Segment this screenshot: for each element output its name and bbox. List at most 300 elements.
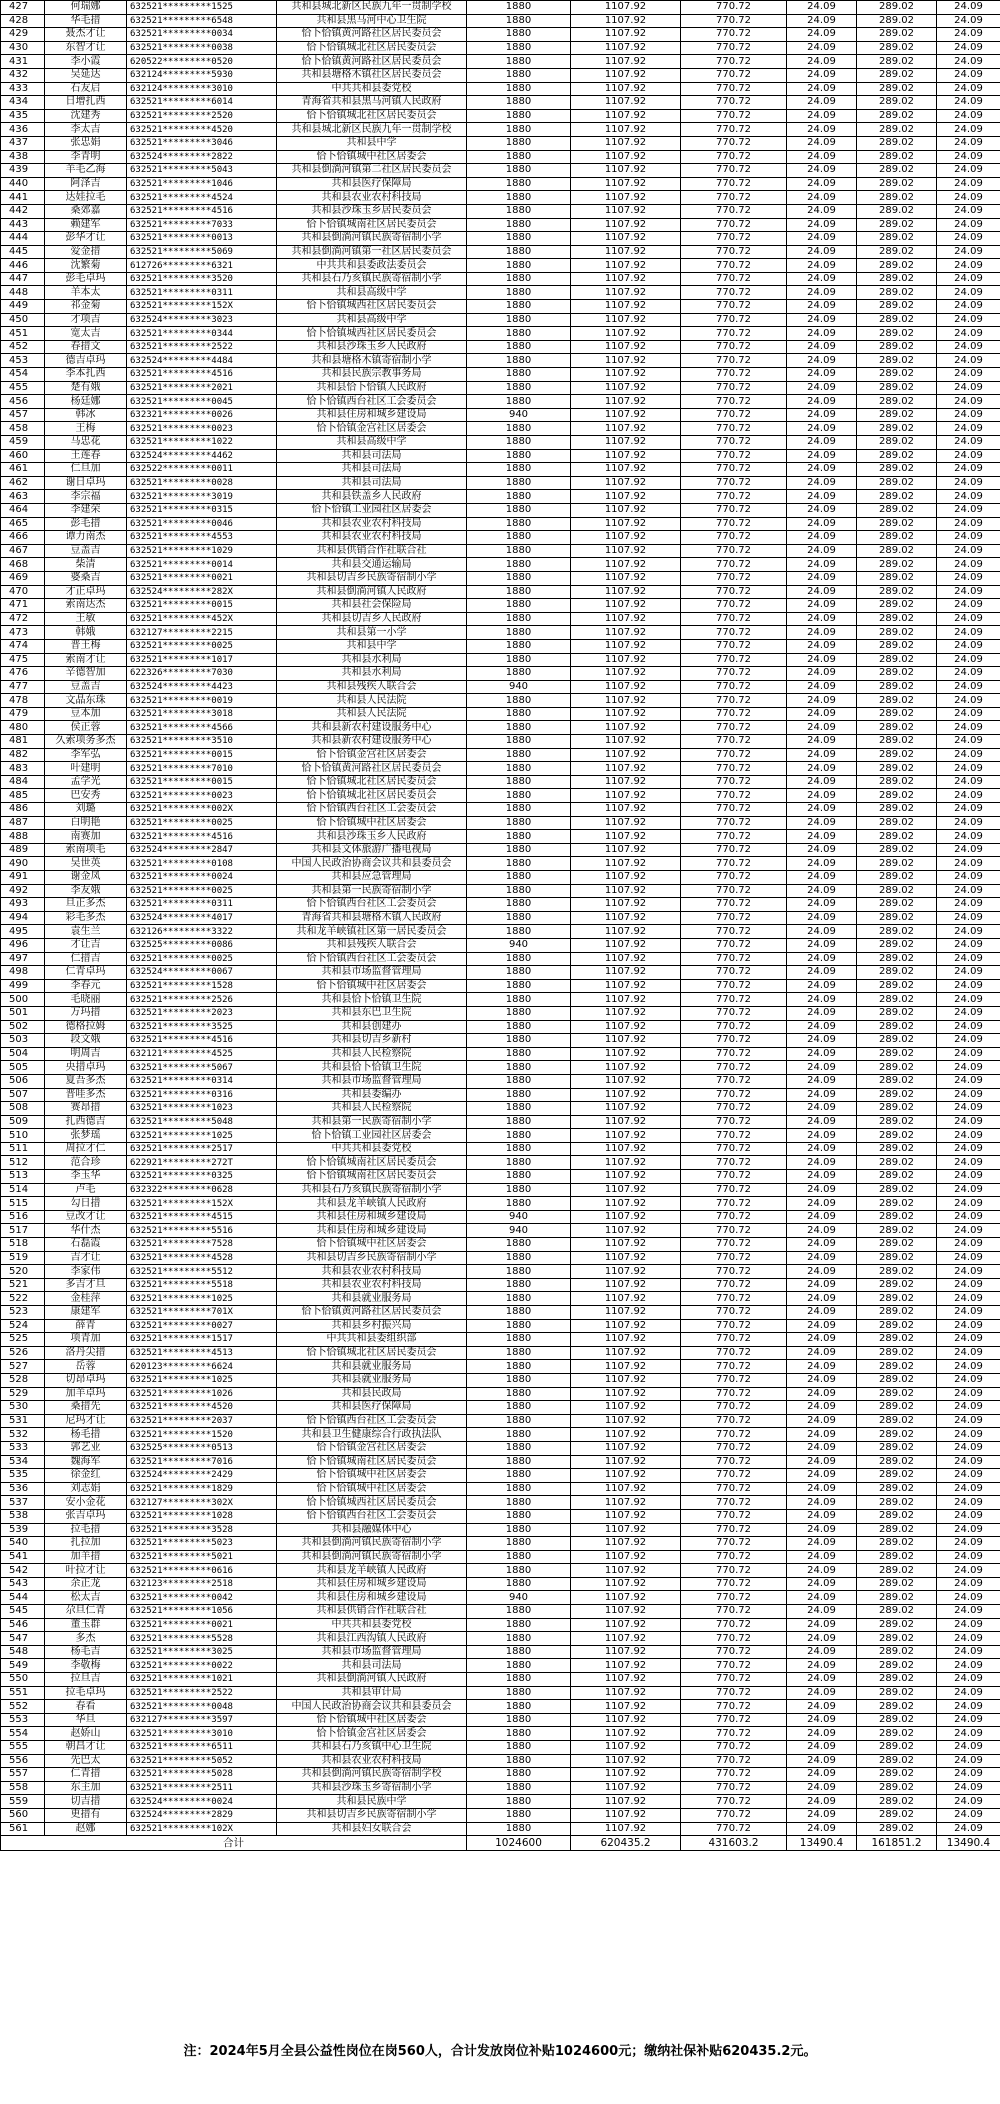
social-insurance-cell: 1107.92 xyxy=(571,599,681,613)
name-cell: 谢金凤 xyxy=(45,871,127,885)
name-cell: 羊毛乙海 xyxy=(45,164,127,178)
injury-cell: 24.09 xyxy=(937,1700,1000,1714)
table-row xyxy=(1,1577,1000,1591)
medical-cell: 289.02 xyxy=(857,775,937,789)
id-number-cell: 632521*********102X xyxy=(127,1822,277,1836)
medical-cell: 289.02 xyxy=(857,843,937,857)
table-row xyxy=(1,735,1000,749)
medical-cell: 289.02 xyxy=(857,680,937,694)
injury-cell: 24.09 xyxy=(937,612,1000,626)
unemployment-cell: 24.09 xyxy=(787,368,857,382)
row-number: 559 xyxy=(1,1795,45,1809)
table-row xyxy=(1,1333,1000,1347)
row-number: 470 xyxy=(1,585,45,599)
table-row xyxy=(1,1441,1000,1455)
injury-cell: 24.09 xyxy=(937,1115,1000,1129)
table-row xyxy=(1,1142,1000,1156)
post-subsidy-cell: 1880 xyxy=(467,1686,571,1700)
social-insurance-cell: 1107.92 xyxy=(571,1523,681,1537)
name-cell: 华什杰 xyxy=(45,1224,127,1238)
medical-cell: 289.02 xyxy=(857,1360,937,1374)
medical-cell: 289.02 xyxy=(857,925,937,939)
unit-cell: 共和县供销合作社联合社 xyxy=(277,1605,467,1619)
unemployment-cell: 24.09 xyxy=(787,694,857,708)
table-row xyxy=(1,272,1000,286)
row-number: 504 xyxy=(1,1047,45,1061)
name-cell: 何瑞娜 xyxy=(45,1,127,15)
medical-cell: 289.02 xyxy=(857,1564,937,1578)
post-subsidy-cell: 1880 xyxy=(467,857,571,871)
medical-cell: 289.02 xyxy=(857,1102,937,1116)
social-insurance-cell: 1107.92 xyxy=(571,313,681,327)
injury-cell: 24.09 xyxy=(937,150,1000,164)
pension-cell: 770.72 xyxy=(681,735,787,749)
name-cell: 徐金红 xyxy=(45,1469,127,1483)
pension-cell: 770.72 xyxy=(681,639,787,653)
injury-cell: 24.09 xyxy=(937,1292,1000,1306)
unit-cell: 共和县农业农村科技局 xyxy=(277,1754,467,1768)
unemployment-cell: 24.09 xyxy=(787,422,857,436)
row-number: 549 xyxy=(1,1659,45,1673)
post-subsidy-cell: 1880 xyxy=(467,1496,571,1510)
unit-cell: 共和县医疗保障局 xyxy=(277,1401,467,1415)
unemployment-cell: 24.09 xyxy=(787,14,857,28)
post-subsidy-cell: 1880 xyxy=(467,1115,571,1129)
medical-cell: 289.02 xyxy=(857,164,937,178)
pension-cell: 770.72 xyxy=(681,422,787,436)
social-insurance-cell: 1107.92 xyxy=(571,55,681,69)
unemployment-cell: 24.09 xyxy=(787,830,857,844)
pension-cell: 770.72 xyxy=(681,1808,787,1822)
pension-cell: 770.72 xyxy=(681,1142,787,1156)
medical-cell: 289.02 xyxy=(857,82,937,96)
unemployment-cell: 24.09 xyxy=(787,218,857,232)
social-insurance-cell: 1107.92 xyxy=(571,667,681,681)
medical-cell: 289.02 xyxy=(857,735,937,749)
id-number-cell: 632521*********0045 xyxy=(127,395,277,409)
social-insurance-cell: 1107.92 xyxy=(571,204,681,218)
medical-cell: 289.02 xyxy=(857,109,937,123)
medical-cell: 289.02 xyxy=(857,1292,937,1306)
name-cell: 段文娥 xyxy=(45,1034,127,1048)
row-number: 446 xyxy=(1,259,45,273)
pension-cell: 770.72 xyxy=(681,1170,787,1184)
social-insurance-cell: 1107.92 xyxy=(571,966,681,980)
pension-cell: 770.72 xyxy=(681,531,787,545)
id-number-cell: 632521*********4566 xyxy=(127,721,277,735)
name-cell: 彭华才让 xyxy=(45,232,127,246)
injury-cell: 24.09 xyxy=(937,830,1000,844)
social-insurance-cell: 1107.92 xyxy=(571,1210,681,1224)
table-row xyxy=(1,599,1000,613)
pension-cell: 770.72 xyxy=(681,191,787,205)
unemployment-cell: 24.09 xyxy=(787,775,857,789)
id-number-cell: 632521*********4513 xyxy=(127,1346,277,1360)
id-number-cell: 632524*********2829 xyxy=(127,1808,277,1822)
row-number: 437 xyxy=(1,136,45,150)
id-number-cell: 632521*********4516 xyxy=(127,830,277,844)
post-subsidy-cell: 1880 xyxy=(467,1251,571,1265)
id-number-cell: 632521*********0025 xyxy=(127,952,277,966)
table-row xyxy=(1,707,1000,721)
unit-cell: 共和县倒淌河镇民族寄宿制小学 xyxy=(277,232,467,246)
unit-cell: 共和县审计局 xyxy=(277,1686,467,1700)
name-cell: 刘志娟 xyxy=(45,1482,127,1496)
injury-cell: 24.09 xyxy=(937,884,1000,898)
injury-cell: 24.09 xyxy=(937,857,1000,871)
row-number: 488 xyxy=(1,830,45,844)
table-row xyxy=(1,1251,1000,1265)
pension-cell: 770.72 xyxy=(681,1156,787,1170)
pension-cell: 770.72 xyxy=(681,1754,787,1768)
post-subsidy-cell: 1880 xyxy=(467,1047,571,1061)
medical-cell: 289.02 xyxy=(857,1306,937,1320)
name-cell: 切吉措 xyxy=(45,1795,127,1809)
injury-cell: 24.09 xyxy=(937,558,1000,572)
unemployment-cell: 24.09 xyxy=(787,1523,857,1537)
pension-cell: 770.72 xyxy=(681,612,787,626)
post-subsidy-cell: 1880 xyxy=(467,150,571,164)
name-cell: 春措文 xyxy=(45,340,127,354)
unemployment-cell: 24.09 xyxy=(787,1741,857,1755)
unemployment-cell: 24.09 xyxy=(787,1808,857,1822)
pension-cell: 770.72 xyxy=(681,82,787,96)
social-insurance-cell: 1107.92 xyxy=(571,14,681,28)
id-number-cell: 632521*********0015 xyxy=(127,748,277,762)
table-row xyxy=(1,381,1000,395)
pension-cell: 770.72 xyxy=(681,313,787,327)
injury-cell: 24.09 xyxy=(937,1238,1000,1252)
medical-cell: 289.02 xyxy=(857,1115,937,1129)
medical-cell: 289.02 xyxy=(857,544,937,558)
id-number-cell: 632521*********0025 xyxy=(127,816,277,830)
unemployment-cell: 24.09 xyxy=(787,1102,857,1116)
row-number: 510 xyxy=(1,1129,45,1143)
social-insurance-cell: 1107.92 xyxy=(571,1781,681,1795)
pension-cell: 770.72 xyxy=(681,1020,787,1034)
name-cell: 马忠花 xyxy=(45,436,127,450)
unemployment-cell: 24.09 xyxy=(787,857,857,871)
social-insurance-cell: 1107.92 xyxy=(571,979,681,993)
row-number: 553 xyxy=(1,1713,45,1727)
unit-cell: 共和县新农村建设服务中心 xyxy=(277,735,467,749)
pension-cell: 770.72 xyxy=(681,1469,787,1483)
post-subsidy-cell: 1880 xyxy=(467,1577,571,1591)
row-number: 561 xyxy=(1,1822,45,1836)
post-subsidy-cell: 1880 xyxy=(467,639,571,653)
injury-cell: 24.09 xyxy=(937,1659,1000,1673)
medical-cell: 289.02 xyxy=(857,1795,937,1809)
id-number-cell: 632321*********0026 xyxy=(127,408,277,422)
row-number: 485 xyxy=(1,789,45,803)
unit-cell: 恰卜恰镇黄河路社区居民委员会 xyxy=(277,1306,467,1320)
id-number-cell: 632521*********0316 xyxy=(127,1088,277,1102)
name-cell: 扎西德吉 xyxy=(45,1115,127,1129)
table-row xyxy=(1,952,1000,966)
id-number-cell: 632521*********6511 xyxy=(127,1741,277,1755)
medical-cell: 289.02 xyxy=(857,327,937,341)
name-cell: 袁生兰 xyxy=(45,925,127,939)
pension-cell: 770.72 xyxy=(681,1265,787,1279)
injury-cell: 24.09 xyxy=(937,1074,1000,1088)
medical-cell: 289.02 xyxy=(857,1577,937,1591)
injury-cell: 24.09 xyxy=(937,272,1000,286)
id-number-cell: 632521*********0314 xyxy=(127,1074,277,1088)
post-subsidy-cell: 1880 xyxy=(467,1034,571,1048)
social-insurance-cell: 1107.92 xyxy=(571,245,681,259)
name-cell: 巴安秀 xyxy=(45,789,127,803)
unemployment-cell: 24.09 xyxy=(787,1020,857,1034)
unit-cell: 共和县农业农村科技局 xyxy=(277,1265,467,1279)
social-insurance-cell: 1107.92 xyxy=(571,1686,681,1700)
unemployment-cell: 24.09 xyxy=(787,843,857,857)
id-number-cell: 632521*********4524 xyxy=(127,191,277,205)
post-subsidy-cell: 1880 xyxy=(467,911,571,925)
post-subsidy-cell: 1880 xyxy=(467,653,571,667)
unit-cell: 共和县恰卜恰镇卫生院 xyxy=(277,1061,467,1075)
table-body xyxy=(1,1,1000,1851)
injury-cell: 24.09 xyxy=(937,1061,1000,1075)
table-row xyxy=(1,1102,1000,1116)
post-subsidy-cell: 1880 xyxy=(467,177,571,191)
table-row xyxy=(1,612,1000,626)
social-insurance-cell: 1107.92 xyxy=(571,1469,681,1483)
unemployment-cell: 24.09 xyxy=(787,1047,857,1061)
injury-cell: 24.09 xyxy=(937,1618,1000,1632)
social-insurance-cell: 1107.92 xyxy=(571,531,681,545)
table-row xyxy=(1,775,1000,789)
post-subsidy-cell: 1880 xyxy=(467,259,571,273)
unit-cell: 恰卜恰镇西台社区工会委员会 xyxy=(277,952,467,966)
unit-cell: 共和县供销合作社联合社 xyxy=(277,544,467,558)
injury-cell: 24.09 xyxy=(937,1129,1000,1143)
medical-cell: 289.02 xyxy=(857,408,937,422)
pension-cell: 770.72 xyxy=(681,1401,787,1415)
id-number-cell: 632521*********0042 xyxy=(127,1591,277,1605)
social-insurance-cell: 1107.92 xyxy=(571,639,681,653)
unit-cell: 共和县妇女联合会 xyxy=(277,1822,467,1836)
pension-cell: 770.72 xyxy=(681,1115,787,1129)
table-row xyxy=(1,1061,1000,1075)
row-number: 472 xyxy=(1,612,45,626)
table-row xyxy=(1,843,1000,857)
id-number-cell: 632525*********0513 xyxy=(127,1441,277,1455)
name-cell: 楚有娥 xyxy=(45,381,127,395)
pension-cell: 770.72 xyxy=(681,1673,787,1687)
injury-cell: 24.09 xyxy=(937,1754,1000,1768)
row-number: 444 xyxy=(1,232,45,246)
social-insurance-cell: 1107.92 xyxy=(571,721,681,735)
injury-cell: 24.09 xyxy=(937,1088,1000,1102)
social-insurance-cell: 1107.92 xyxy=(571,395,681,409)
table-row xyxy=(1,232,1000,246)
post-subsidy-cell: 1880 xyxy=(467,1102,571,1116)
social-insurance-cell: 1107.92 xyxy=(571,503,681,517)
name-cell: 南赛加 xyxy=(45,830,127,844)
social-insurance-cell: 1107.92 xyxy=(571,1224,681,1238)
unit-cell: 恰卜恰镇工业园社区居委会 xyxy=(277,503,467,517)
table-row xyxy=(1,150,1000,164)
medical-cell: 289.02 xyxy=(857,1741,937,1755)
unemployment-cell: 24.09 xyxy=(787,1482,857,1496)
id-number-cell: 632524*********3023 xyxy=(127,313,277,327)
name-cell: 桑措先 xyxy=(45,1401,127,1415)
injury-cell: 24.09 xyxy=(937,490,1000,504)
post-subsidy-cell: 1880 xyxy=(467,1020,571,1034)
social-insurance-cell: 1107.92 xyxy=(571,436,681,450)
pension-cell: 770.72 xyxy=(681,368,787,382)
row-number: 548 xyxy=(1,1645,45,1659)
social-insurance-cell: 1107.92 xyxy=(571,884,681,898)
name-cell: 阿泽吉 xyxy=(45,177,127,191)
unemployment-cell: 24.09 xyxy=(787,340,857,354)
medical-cell: 289.02 xyxy=(857,1618,937,1632)
social-insurance-cell: 1107.92 xyxy=(571,1088,681,1102)
medical-cell: 289.02 xyxy=(857,816,937,830)
table-row xyxy=(1,476,1000,490)
post-subsidy-cell: 1880 xyxy=(467,300,571,314)
post-subsidy-cell: 1880 xyxy=(467,218,571,232)
injury-cell: 24.09 xyxy=(937,476,1000,490)
unit-cell: 恰卜恰镇城中社区居委会 xyxy=(277,979,467,993)
pension-cell: 770.72 xyxy=(681,1238,787,1252)
id-number-cell: 632521*********0021 xyxy=(127,1618,277,1632)
id-number-cell: 632521*********1026 xyxy=(127,1387,277,1401)
unemployment-cell: 24.09 xyxy=(787,1469,857,1483)
social-insurance-cell: 1107.92 xyxy=(571,177,681,191)
post-subsidy-cell: 1880 xyxy=(467,96,571,110)
unit-cell: 恰卜恰镇城西社区居民委员会 xyxy=(277,327,467,341)
pension-cell: 770.72 xyxy=(681,1210,787,1224)
table-row xyxy=(1,517,1000,531)
name-cell: 李本扎西 xyxy=(45,368,127,382)
unemployment-cell: 24.09 xyxy=(787,1401,857,1415)
pension-cell: 770.72 xyxy=(681,680,787,694)
post-subsidy-cell: 1880 xyxy=(467,721,571,735)
post-subsidy-cell: 1880 xyxy=(467,245,571,259)
unemployment-cell: 24.09 xyxy=(787,1210,857,1224)
row-number: 433 xyxy=(1,82,45,96)
unit-cell: 恰卜恰镇工业园社区居委会 xyxy=(277,1129,467,1143)
unit-cell: 共和县住房和城乡建设局 xyxy=(277,1224,467,1238)
social-insurance-cell: 1107.92 xyxy=(571,232,681,246)
id-number-cell: 632521*********7010 xyxy=(127,762,277,776)
name-cell: 孟学光 xyxy=(45,775,127,789)
name-cell: 华旦 xyxy=(45,1713,127,1727)
social-insurance-cell: 1107.92 xyxy=(571,938,681,952)
id-number-cell: 632521*********5516 xyxy=(127,1224,277,1238)
name-cell: 宽太吉 xyxy=(45,327,127,341)
name-cell: 赵娇山 xyxy=(45,1727,127,1741)
id-number-cell: 632521*********1028 xyxy=(127,1509,277,1523)
pension-cell: 770.72 xyxy=(681,1496,787,1510)
unemployment-cell: 24.09 xyxy=(787,1727,857,1741)
id-number-cell: 632521*********5028 xyxy=(127,1768,277,1782)
unit-cell: 共和县市场监督管理局 xyxy=(277,966,467,980)
social-insurance-cell: 1107.92 xyxy=(571,1673,681,1687)
unit-cell: 共和县乡村振兴局 xyxy=(277,1319,467,1333)
post-subsidy-cell: 1880 xyxy=(467,490,571,504)
row-number: 537 xyxy=(1,1496,45,1510)
name-cell: 尼玛才让 xyxy=(45,1414,127,1428)
table-row xyxy=(1,1115,1000,1129)
table-row xyxy=(1,871,1000,885)
id-number-cell: 632521*********3025 xyxy=(127,1645,277,1659)
post-subsidy-cell: 1880 xyxy=(467,1537,571,1551)
row-number: 508 xyxy=(1,1102,45,1116)
post-subsidy-cell: 1880 xyxy=(467,1469,571,1483)
unemployment-cell: 24.09 xyxy=(787,1197,857,1211)
medical-cell: 289.02 xyxy=(857,68,937,82)
pension-cell: 770.72 xyxy=(681,1414,787,1428)
pension-cell: 770.72 xyxy=(681,857,787,871)
unit-cell: 中国人民政治协商会议共和县委员会 xyxy=(277,1700,467,1714)
unit-cell: 共和县住房和城乡建设局 xyxy=(277,1210,467,1224)
injury-cell: 24.09 xyxy=(937,938,1000,952)
post-subsidy-cell: 1880 xyxy=(467,68,571,82)
name-cell: 豆盖吉 xyxy=(45,544,127,558)
unit-cell: 恰卜恰镇黄河路社区居民委员会 xyxy=(277,762,467,776)
name-cell: 魏海军 xyxy=(45,1455,127,1469)
injury-cell: 24.09 xyxy=(937,463,1000,477)
unemployment-cell: 24.09 xyxy=(787,1645,857,1659)
medical-cell: 289.02 xyxy=(857,1727,937,1741)
row-number: 505 xyxy=(1,1061,45,1075)
unit-cell: 恰卜恰镇金宫社区居委会 xyxy=(277,422,467,436)
post-subsidy-cell: 1880 xyxy=(467,1822,571,1836)
unemployment-cell: 24.09 xyxy=(787,1088,857,1102)
id-number-cell: 632127*********302X xyxy=(127,1496,277,1510)
social-insurance-cell: 1107.92 xyxy=(571,476,681,490)
social-insurance-cell: 1107.92 xyxy=(571,150,681,164)
pension-cell: 770.72 xyxy=(681,952,787,966)
row-number: 527 xyxy=(1,1360,45,1374)
row-number: 518 xyxy=(1,1238,45,1252)
id-number-cell: 632521*********0108 xyxy=(127,857,277,871)
social-insurance-cell: 1107.92 xyxy=(571,1414,681,1428)
injury-cell: 24.09 xyxy=(937,843,1000,857)
name-cell: 豆本加 xyxy=(45,707,127,721)
social-insurance-cell: 1107.92 xyxy=(571,925,681,939)
unit-cell: 共和县高级中学 xyxy=(277,313,467,327)
unit-cell: 中共共和县委政法委员会 xyxy=(277,259,467,273)
unemployment-cell: 24.09 xyxy=(787,449,857,463)
id-number-cell: 632521*********5043 xyxy=(127,164,277,178)
social-insurance-cell: 1107.92 xyxy=(571,775,681,789)
name-cell: 李军弘 xyxy=(45,748,127,762)
pension-cell: 770.72 xyxy=(681,803,787,817)
injury-cell: 24.09 xyxy=(937,1156,1000,1170)
medical-cell: 289.02 xyxy=(857,639,937,653)
row-number: 480 xyxy=(1,721,45,735)
id-number-cell: 632521*********5528 xyxy=(127,1632,277,1646)
post-subsidy-cell: 1880 xyxy=(467,531,571,545)
row-number: 463 xyxy=(1,490,45,504)
social-insurance-cell: 1107.92 xyxy=(571,327,681,341)
injury-cell: 24.09 xyxy=(937,993,1000,1007)
id-number-cell: 632521*********0023 xyxy=(127,422,277,436)
name-cell: 日增扎西 xyxy=(45,96,127,110)
unemployment-cell: 24.09 xyxy=(787,789,857,803)
row-number: 543 xyxy=(1,1577,45,1591)
id-number-cell: 632521*********0025 xyxy=(127,639,277,653)
medical-cell: 289.02 xyxy=(857,1183,937,1197)
unemployment-cell: 24.09 xyxy=(787,735,857,749)
pension-cell: 770.72 xyxy=(681,327,787,341)
pension-cell: 770.72 xyxy=(681,1713,787,1727)
injury-cell: 24.09 xyxy=(937,1469,1000,1483)
pension-cell: 770.72 xyxy=(681,1278,787,1292)
